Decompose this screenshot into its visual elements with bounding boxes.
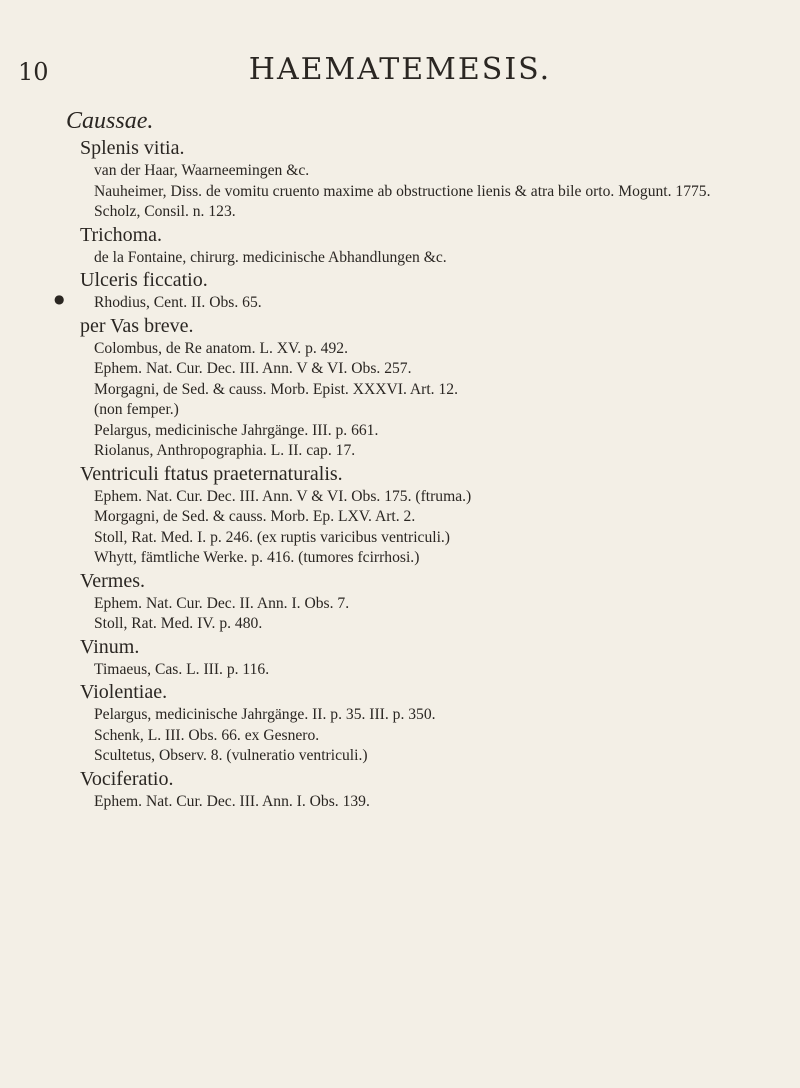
entry-reference: Ephem. Nat. Cur. Dec. III. Ann. V & VI. Obs. 175. (ftruma.)	[94, 487, 472, 505]
entry-reference: Stoll, Rat. Med. IV. p. 480.	[94, 615, 263, 632]
entry-reference: Ephem. Nat. Cur. Dec. II. Ann. I. Obs. 7.	[94, 594, 350, 612]
entry-reference: de la Fontaine, chirurg. medicinische Abhandlungen &c.	[94, 248, 447, 266]
entry	[66, 136, 782, 223]
entry-lemma: Vermes.	[80, 569, 145, 592]
section-title: Caussae.	[66, 108, 154, 134]
entry-reference: van der Haar, Waarneemingen &c.	[94, 162, 310, 179]
entry-reference: Pelargus, medicinische Jahrgänge. III. p. 661.	[94, 421, 379, 439]
entry-reference: Stoll, Rat. Med. I. p. 246. (ex ruptis varicibus ventriculi.)	[94, 528, 450, 546]
entry-reference: Ephem. Nat. Cur. Dec. III. Ann. V & VI. Obs. 257.	[94, 360, 412, 377]
running-title: HAEMATEMESIS.	[248, 52, 552, 87]
entry-lemma: Vinum.	[80, 635, 140, 658]
entry-reference: Colombus, de Re anatom. L. XV. p. 492.	[94, 339, 348, 357]
entry	[66, 268, 782, 314]
text-body	[66, 106, 782, 812]
entry-reference: Scultetus, Observ. 8. (vulneratio ventriculi.)	[94, 747, 368, 764]
entry-lemma: Ventriculi ftatus praeternaturalis.	[80, 462, 343, 485]
entry-reference: (non femper.)	[94, 401, 179, 418]
entry	[66, 635, 782, 681]
entry	[66, 314, 782, 462]
entry-list	[66, 136, 782, 812]
entry-lemma: Ulceris ficcatio.	[80, 269, 208, 291]
entry-reference: Nauheimer, Diss. de vomitu cruento maxime ab obstructione lienis & atra bile orto. Mogunt. 1775.	[94, 182, 711, 200]
entry-lemma: Splenis vitia.	[80, 137, 185, 159]
entry	[66, 767, 782, 813]
page-number: 10	[18, 58, 49, 86]
entry-reference: Riolanus, Anthropographia. L. II. cap. 17.	[94, 442, 356, 459]
entry-reference: Pelargus, medicinische Jahrgänge. II. p. 35. III. p. 350.	[94, 706, 436, 723]
entry-reference: Timaeus, Cas. L. III. p. 116.	[94, 660, 270, 678]
entry	[66, 462, 782, 569]
entry-reference: Scholz, Consil. n. 123.	[94, 203, 236, 220]
entry-lemma: per Vas breve.	[80, 314, 194, 337]
entry	[66, 569, 782, 635]
entry-lemma: Violentiae.	[80, 681, 168, 703]
entry-reference: Ephem. Nat. Cur. Dec. III. Ann. I. Obs. 139.	[94, 792, 370, 810]
entry-lemma: Trichoma.	[80, 223, 163, 246]
entry-reference: Whytt, fämtliche Werke. p. 416. (tumores fcirrhosi.)	[94, 549, 420, 566]
entry-reference: Rhodius, Cent. II. Obs. 65.	[94, 294, 262, 311]
entry-lemma: Vociferatio.	[80, 767, 174, 790]
page-header	[0, 52, 800, 92]
entry-reference: Schenk, L. III. Obs. 66. ex Gesnero.	[94, 726, 320, 744]
entry	[66, 680, 782, 767]
entry-reference: Morgagni, de Sed. & causs. Morb. Ep. LXV. Art. 2.	[94, 508, 416, 525]
print-mark: ●	[54, 292, 65, 306]
entry-reference: Morgagni, de Sed. & causs. Morb. Epist. XXXVI. Art. 12.	[94, 380, 458, 398]
entry	[66, 223, 782, 269]
